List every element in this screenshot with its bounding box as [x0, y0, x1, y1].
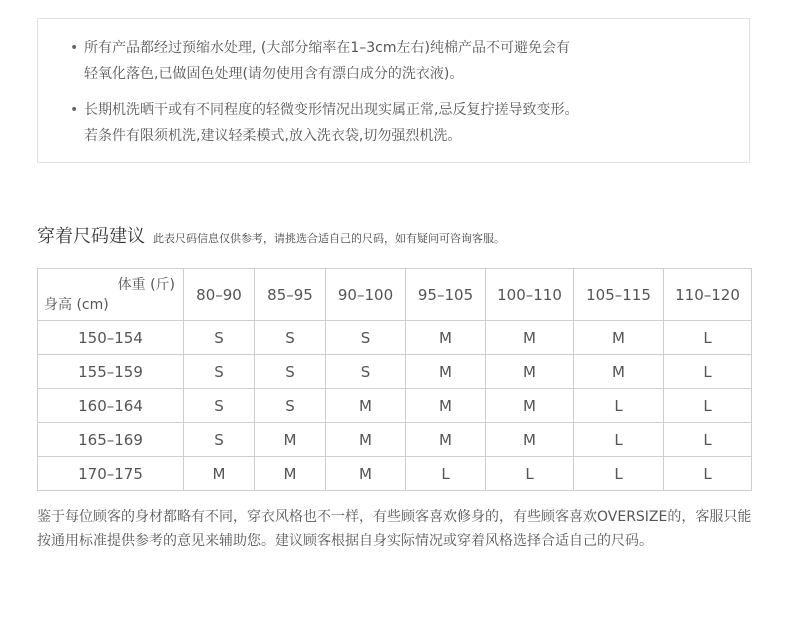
size-cell: M [486, 355, 574, 389]
size-table [37, 268, 752, 491]
size-guide-header [37, 222, 505, 248]
size-cell: M [406, 321, 486, 355]
size-cell: M [326, 423, 406, 457]
size-cell: L [664, 321, 752, 355]
weight-header: 90–100 [326, 269, 406, 321]
table-header-row [38, 269, 752, 321]
size-cell: M [406, 423, 486, 457]
height-cell: 160–164 [38, 389, 184, 423]
table-row [38, 457, 752, 491]
size-cell: S [255, 321, 326, 355]
care-note-line: 所有产品都经过预缩水处理, (大部分缩率在1–3cm左右)纯棉产品不可避免会有 [84, 40, 570, 56]
care-notes-box [37, 18, 750, 163]
size-cell: S [184, 321, 255, 355]
size-cell: M [486, 389, 574, 423]
size-cell: M [406, 389, 486, 423]
height-axis-label: 身高 (cm) [44, 297, 109, 313]
size-cell: S [184, 423, 255, 457]
size-cell: S [184, 355, 255, 389]
weight-header: 80–90 [184, 269, 255, 321]
section-subtitle: 此表尺码信息仅供参考，请挑选合适自己的尺码，如有疑问可咨询客服。 [153, 232, 505, 245]
size-cell: L [664, 355, 752, 389]
height-cell: 150–154 [38, 321, 184, 355]
care-note [70, 97, 734, 149]
size-cell: M [326, 457, 406, 491]
size-cell: S [184, 389, 255, 423]
size-cell: M [255, 423, 326, 457]
size-cell: L [664, 389, 752, 423]
bullet-icon: • [70, 102, 79, 118]
table-row [38, 423, 752, 457]
table-row [38, 389, 752, 423]
care-note-line: 若条件有限须机洗,建议轻柔模式,放入洗衣袋,切勿强烈机洗。 [84, 128, 462, 144]
table-row [38, 355, 752, 389]
size-cell: M [574, 355, 664, 389]
size-cell: M [255, 457, 326, 491]
bullet-icon: • [70, 40, 79, 56]
table-row [38, 321, 752, 355]
size-cell: L [664, 423, 752, 457]
size-cell: L [406, 457, 486, 491]
size-cell: S [255, 355, 326, 389]
size-cell: M [486, 423, 574, 457]
weight-header: 95–105 [406, 269, 486, 321]
size-cell: M [406, 355, 486, 389]
size-cell: S [326, 321, 406, 355]
size-cell: L [574, 389, 664, 423]
weight-header: 105–115 [574, 269, 664, 321]
care-note [70, 35, 734, 87]
weight-header: 100–110 [486, 269, 574, 321]
size-cell: M [486, 321, 574, 355]
size-cell: L [664, 457, 752, 491]
section-title: 穿着尺码建议 [37, 226, 145, 247]
height-cell: 170–175 [38, 457, 184, 491]
table-corner-cell [38, 269, 184, 321]
size-cell: S [255, 389, 326, 423]
weight-header: 110–120 [664, 269, 752, 321]
size-cell: M [574, 321, 664, 355]
weight-axis-label: 体重 (斤) [117, 277, 175, 293]
size-cell: L [486, 457, 574, 491]
height-cell: 165–169 [38, 423, 184, 457]
size-cell: L [574, 457, 664, 491]
care-note-line: 长期机洗晒干或有不同程度的轻微变形情况出现实属正常,忌反复拧搓导致变形。 [84, 102, 579, 118]
disclaimer-text: 鉴于每位顾客的身材都略有不同，穿衣风格也不一样，有些顾客喜欢修身的，有些顾客喜欢OVERSIZE的，客服只能按通用标准提供参考的意见来辅助您。建议顾客根据自身实际情况或穿着风格选择合适自己的尺码。 [37, 509, 752, 549]
size-cell: M [184, 457, 255, 491]
size-cell: S [326, 355, 406, 389]
size-cell: M [326, 389, 406, 423]
care-note-line: 轻氧化落色,已做固色处理(请勿使用含有漂白成分的洗衣液)。 [84, 66, 464, 82]
weight-header: 85–95 [255, 269, 326, 321]
size-cell: L [574, 423, 664, 457]
height-cell: 155–159 [38, 355, 184, 389]
